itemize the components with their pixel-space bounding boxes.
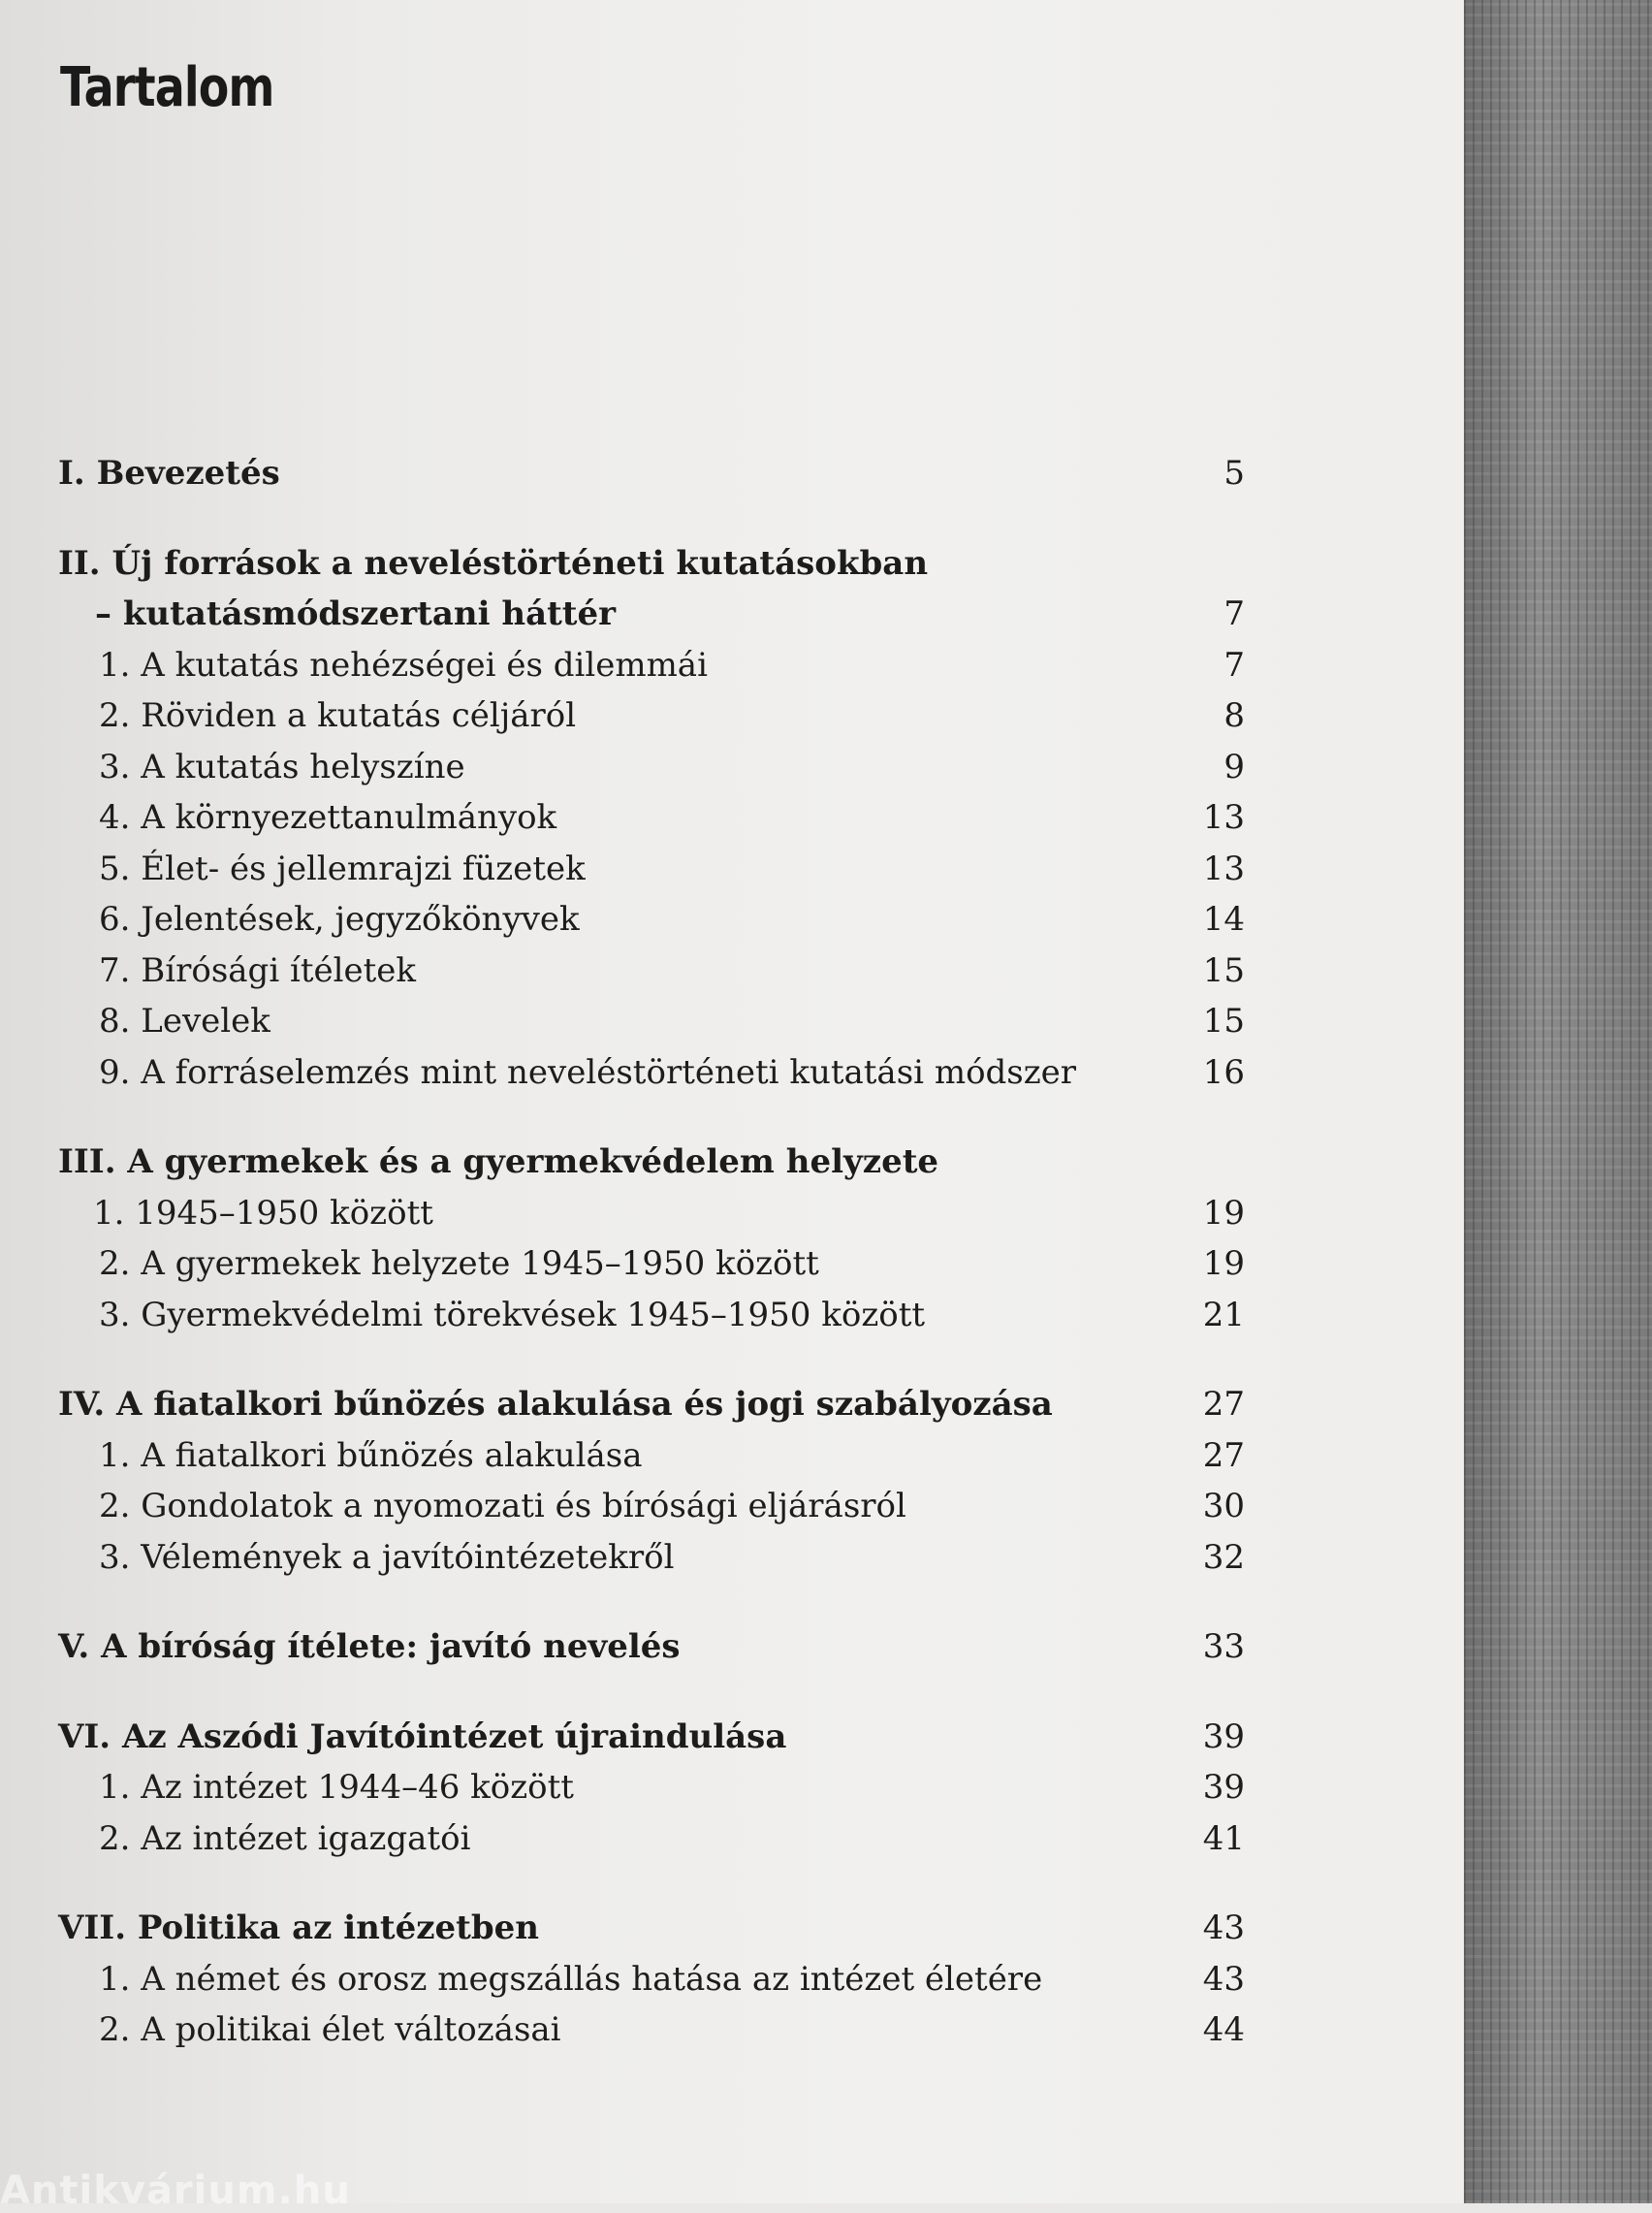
page-number: 41 [1202, 1818, 1245, 1858]
entry-title: 3. A kutatás helyszíne [99, 747, 465, 786]
toc-entry [58, 640, 1245, 691]
toc-section-5 [58, 1621, 1245, 1673]
page-number: 21 [1202, 1295, 1245, 1334]
toc-section-1 [58, 448, 1245, 499]
entry-title: 2. Röviden a kutatás céljáról [99, 696, 577, 735]
page-number: 27 [1202, 1435, 1245, 1475]
toc-entry [58, 2005, 1245, 2056]
entry-title: 3. Gyermekvédelmi törekvések 1945–1950 között [99, 1295, 926, 1334]
entry-title: 1. Az intézet 1944–46 között [99, 1768, 574, 1807]
entry-title: 1. 1945–1950 között [93, 1193, 433, 1233]
page-number: 43 [1202, 1959, 1245, 1999]
chapter-title-continued: – kutatásmódszertani háttér [95, 594, 617, 633]
book-spine [1464, 0, 1652, 2203]
toc-entry [58, 996, 1245, 1047]
chapter-title: I. Bevezetés [58, 454, 280, 493]
page-number: 44 [1202, 2010, 1245, 2049]
page-number: 13 [1202, 849, 1245, 888]
chapter-title: III. A gyermekek és a gyermekvédelem helyzete [58, 1142, 939, 1181]
page-number: 8 [1223, 696, 1245, 735]
toc-section-2 [58, 538, 1245, 1099]
page-number: 15 [1202, 950, 1245, 990]
toc-entry [58, 1813, 1245, 1865]
page-number: 7 [1223, 594, 1245, 633]
toc-chapter-heading [58, 1621, 1245, 1673]
toc-section-3 [58, 1137, 1245, 1340]
entry-title: 9. A forráselemzés mint neveléstörténeti kutatási módszer [99, 1052, 1077, 1092]
entry-title: 3. Vélemények a javítóintézetekről [99, 1537, 675, 1577]
entry-title: 8. Levelek [99, 1002, 270, 1041]
toc-section-7 [58, 1903, 1245, 2056]
entry-title: 4. A környezettanulmányok [99, 798, 557, 837]
toc-entry [58, 844, 1245, 895]
table-of-contents [58, 448, 1245, 2095]
toc-chapter-heading [58, 448, 1245, 499]
toc-chapter-heading [58, 538, 1245, 590]
chapter-title: VI. Az Aszódi Javítóintézet újraindulása [58, 1716, 787, 1756]
toc-entry [58, 1954, 1245, 2005]
entry-title: 5. Élet- és jellemrajzi füzetek [99, 849, 586, 888]
toc-section-4 [58, 1379, 1245, 1583]
toc-entry [58, 1238, 1245, 1290]
toc-chapter-heading [58, 1712, 1245, 1763]
page-number: 14 [1202, 900, 1245, 939]
page-number: 39 [1202, 1716, 1245, 1756]
entry-title: 6. Jelentések, jegyzőkönyvek [99, 900, 580, 939]
entry-title: 1. A fiatalkori bűnözés alakulása [99, 1435, 643, 1475]
page-number: 15 [1202, 1002, 1245, 1041]
watermark: Antikvárium.hu [0, 2168, 351, 2213]
chapter-title: II. Új források a neveléstörténeti kutatásokban [58, 543, 929, 583]
page-number: 5 [1223, 454, 1245, 493]
toc-entry [58, 1762, 1245, 1813]
entry-title: 2. Az intézet igazgatói [99, 1818, 471, 1858]
toc-entry [58, 894, 1245, 946]
toc-entry [58, 946, 1245, 997]
page-number: 39 [1202, 1768, 1245, 1807]
toc-chapter-heading-continued [58, 589, 1245, 640]
entry-title: 1. A kutatás nehézségei és dilemmái [99, 645, 708, 685]
toc-chapter-heading [58, 1903, 1245, 1954]
toc-entry [58, 1047, 1245, 1099]
page-number: 32 [1202, 1537, 1245, 1577]
toc-entry [58, 1532, 1245, 1584]
entry-title: 1. A német és orosz megszállás hatása az intézet életére [99, 1959, 1043, 1999]
chapter-title: V. A bíróság ítélete: javító nevelés [58, 1627, 681, 1666]
entry-title: 2. A gyermekek helyzete 1945–1950 között [99, 1244, 819, 1283]
page-number: 9 [1223, 747, 1245, 786]
page-number: 19 [1202, 1244, 1245, 1283]
toc-entry [58, 742, 1245, 793]
page-number: 33 [1202, 1627, 1245, 1666]
entry-title: 2. Gondolatok a nyomozati és bírósági eljárásról [99, 1487, 906, 1525]
entry-title: 2. A politikai élet változásai [99, 2010, 561, 2049]
toc-entry [58, 1188, 1245, 1239]
toc-chapter-heading [58, 1379, 1245, 1430]
toc-section-6 [58, 1712, 1245, 1865]
toc-entry [58, 1430, 1245, 1482]
toc-entry [58, 690, 1245, 742]
toc-entry [58, 1481, 1245, 1532]
page-number: 30 [1202, 1487, 1245, 1525]
page-number: 7 [1223, 645, 1245, 685]
page-number: 13 [1202, 798, 1245, 837]
page-title: Tartalom [60, 56, 274, 119]
chapter-title: IV. A fiatalkori bűnözés alakulása és jogi szabályozása [58, 1385, 1053, 1424]
page-number: 43 [1202, 1908, 1245, 1947]
page-number: 19 [1202, 1193, 1245, 1233]
page-number: 27 [1202, 1385, 1245, 1424]
entry-title: 7. Bírósági ítéletek [99, 950, 417, 990]
toc-entry [58, 792, 1245, 844]
chapter-title: VII. Politika az intézetben [58, 1908, 539, 1947]
toc-chapter-heading [58, 1137, 1245, 1188]
toc-entry [58, 1290, 1245, 1341]
page-number: 16 [1202, 1052, 1245, 1092]
